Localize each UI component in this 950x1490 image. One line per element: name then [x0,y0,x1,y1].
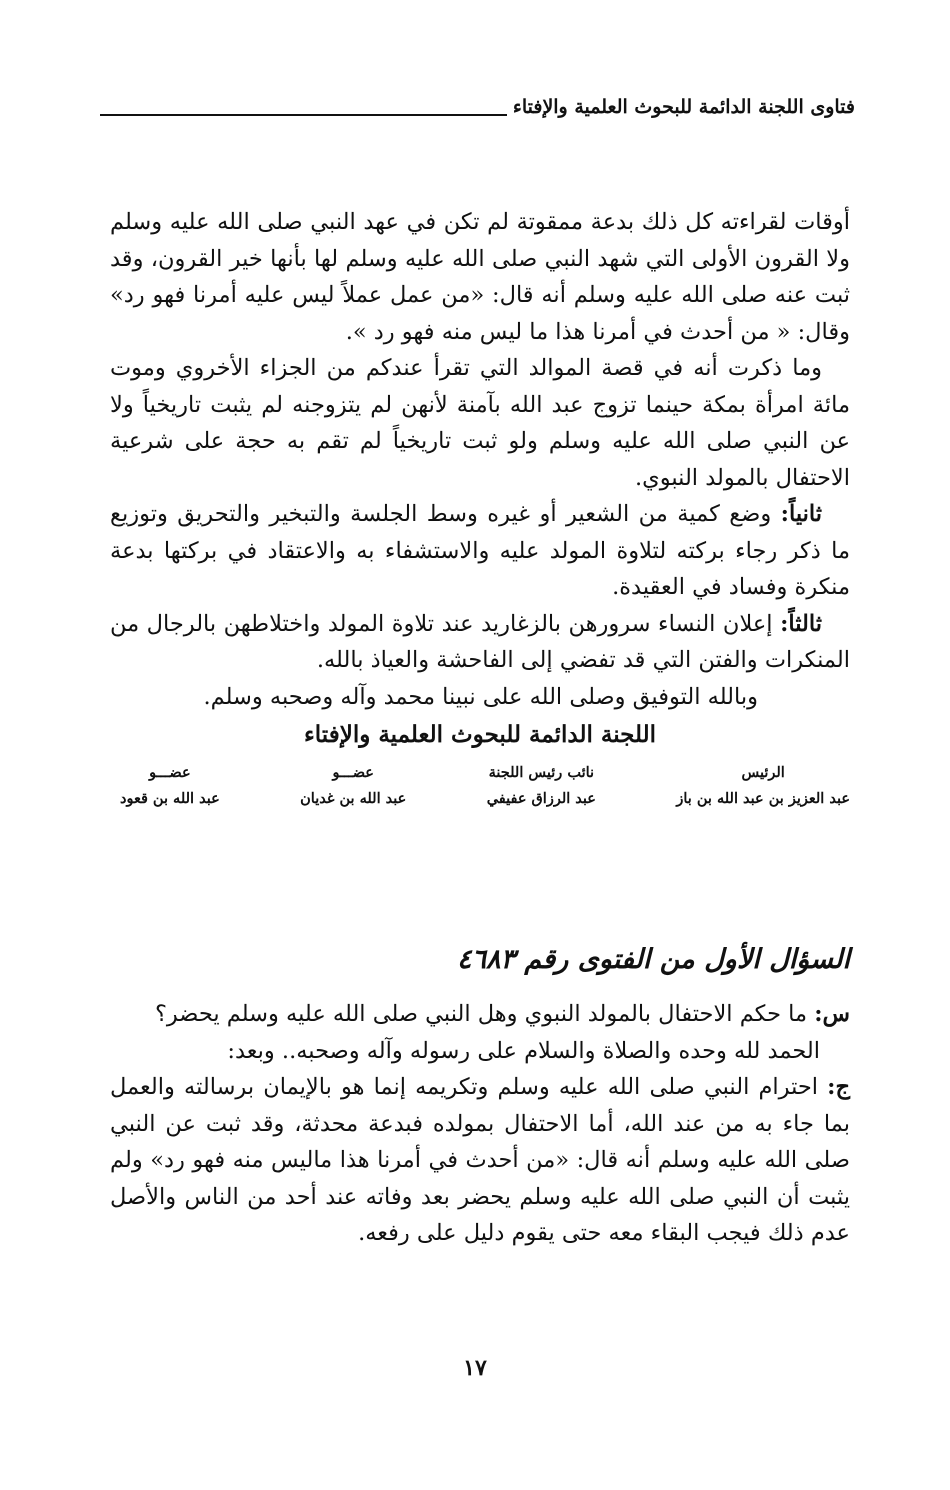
paragraph-1: أوقات لقراءته كل ذلك بدعة ممقوتة لم تكن في عهد النبي صلى الله عليه وسلم ولا القرون الأولى التي شهد النبي صلى الله عليه وسلم لها بأنها خير القرون، وقد ثبت عنه صلى الله عليه وسلم أنه قال: «من عمل عملاً ليس عليه أمرنا فهو رد» وقال: « من أحدث في أمرنا هذا ما ليس منه فهو رد ». [110,209,850,345]
question-heading: السؤال الأول من الفتوى رقم ٤٦٨٣ [457,944,850,975]
signature-role: الرئيس [741,763,785,781]
paragraph-2: وما ذكرت أنه في قصة الموالد التي تقرأ عندكم من الجزاء الأخروي وموت مائة امرأة بمكة حينما تزوج عبد الله بآمنة لأنهن لم يتزوجنه لم يثبت تاريخياً ولا عن النبي صلى الله عليه وسلم ولو ثبت تاريخياً لم تقم به حجة على شرعية الاحتفال بالمولد النبوي. [110,355,850,491]
committee-title: اللجنة الدائمة للبحوث العلمية والإفتاء [303,721,657,748]
paragraph-4-lead: ثالثاً: [780,610,822,637]
signature-name: عبد العزيز بن عبد الله بن باز [676,789,850,807]
question-line [110,996,850,1033]
signature-name: عبد الله بن غديان [300,789,407,807]
answer-paragraph [110,1069,850,1252]
signature-block [110,760,850,812]
signature-name: عبد الرزاق عفيفي [486,789,596,807]
closing-line: وبالله التوفيق وصلى الله على نبينا محمد وآله وصحبه وسلم. [203,683,758,710]
signature-member-2 [120,760,220,812]
question-label: س: [814,1001,850,1027]
page-number: ١٧ [463,1355,487,1381]
answer-text: احترام النبي صلى الله عليه وسلم وتكريمه إنما هو بالإيمان برسالته والعمل بما جاء به من عند الله، أما الاحتفال بمولده فبدعة محدثة، وقد ثبت عن النبي صلى الله عليه وسلم أنه قال: «من أحدث في أمرنا هذا ماليس منه فهو رد» ولم يثبت أن النبي صلى الله عليه وسلم يحضر بعد وفاته عند أحد من الناس والأصل عدم ذلك فيجب البقاء معه حتى يقوم دليل على رفعه. [110,1074,850,1246]
fatwa-body [110,204,850,812]
signature-role: عضـــو [332,763,374,781]
signature-role: عضـــو [149,763,191,781]
signature-member-1 [300,760,406,812]
signature-vice-chairman [487,760,596,812]
question-answer [110,996,850,1252]
header-title: فتاوى اللجنة الدائمة للبحوث العلمية والإفتاء [507,96,855,118]
answer-label: ج: [827,1074,850,1100]
paragraph-3-text: وضع كمية من الشعير أو غيره وسط الجلسة والتبخير والتحريق وتوزيع ما ذكر رجاء بركته لتلاوة المولد عليه والاستشفاء به والاعتقاد في بركتها بدعة منكرة وفساد في العقيدة. [110,501,850,600]
signature-role: نائب رئيس اللجنة [488,763,595,781]
hamd-line: الحمد لله وحده والصلاة والسلام على رسوله وآله وصحبه.. وبعد: [227,1037,820,1064]
paragraph-4-text: إعلان النساء سرورهن بالزغاريد عند تلاوة المولد واختلاطهن بالرجال من المنكرات والفتن التي قد تفضي إلى الفاحشة والعياذ بالله. [110,610,850,673]
signature-chairman [676,760,850,812]
running-header [100,96,855,126]
paragraph-3 [110,496,850,606]
paragraph-3-lead: ثانياً: [780,501,822,527]
question-text: ما حكم الاحتفال بالمولد النبوي وهل النبي صلى الله عليه وسلم يحضر؟ [154,1001,815,1027]
signature-name: عبد الله بن قعود [120,789,220,807]
paragraph-4 [110,606,850,679]
